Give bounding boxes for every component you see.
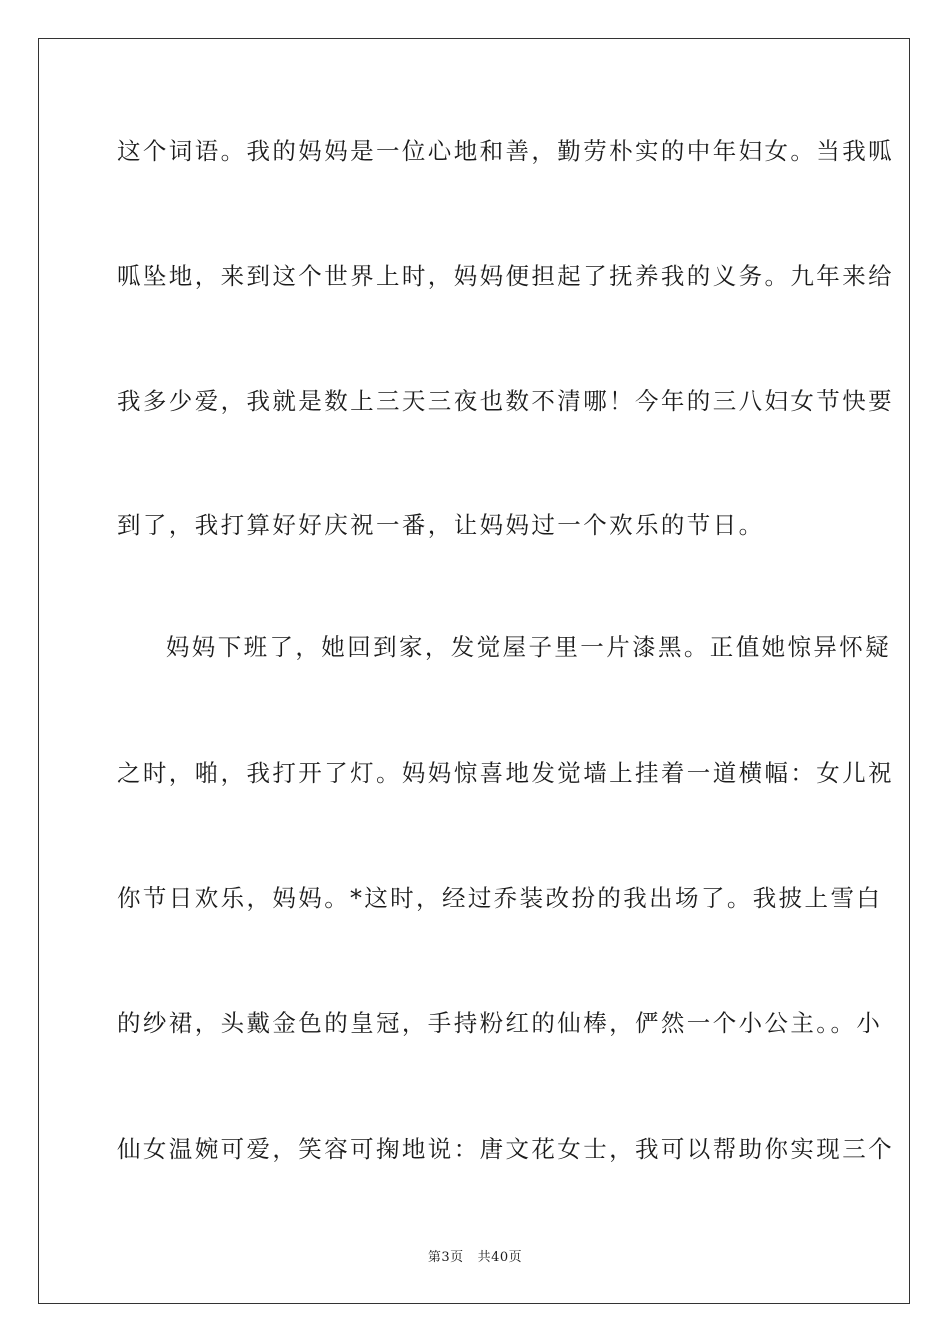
page-footer [0,1246,950,1265]
text-line-1: 这个词语。我的妈妈是一位心地和善，勤劳朴实的中年妇女。当我呱 [117,137,894,165]
text-line-3: 我多少爱，我就是数上三天三夜也数不清哪！今年的三八妇女节快要 [117,387,894,415]
text-line-5-paragraph-start: 妈妈下班了，她回到家，发觉屋子里一片漆黑。正值她惊异怀疑 [140,633,892,661]
page-number: 第3页 [427,1250,464,1265]
text-line-4: 到了，我打算好好庆祝一番，让妈妈过一个欢乐的节日。 [117,511,765,539]
text-line-9: 仙女温婉可爱，笑容可掬地说：唐文花女士，我可以帮助你实现三个 [117,1135,894,1163]
text-line-7: 你节日欢乐，妈妈。*这时，经过乔装改扮的我出场了。我披上雪白 [117,884,883,912]
text-line-2: 呱坠地，来到这个世界上时，妈妈便担起了抚养我的义务。九年来给 [117,262,894,290]
page-border [38,38,910,1304]
page-total: 共40页 [477,1250,523,1265]
text-line-6: 之时，啪，我打开了灯。妈妈惊喜地发觉墙上挂着一道横幅：女儿祝 [117,759,894,787]
text-line-8: 的纱裙，头戴金色的皇冠，手持粉红的仙棒，俨然一个小公主。。小 [117,1009,883,1037]
